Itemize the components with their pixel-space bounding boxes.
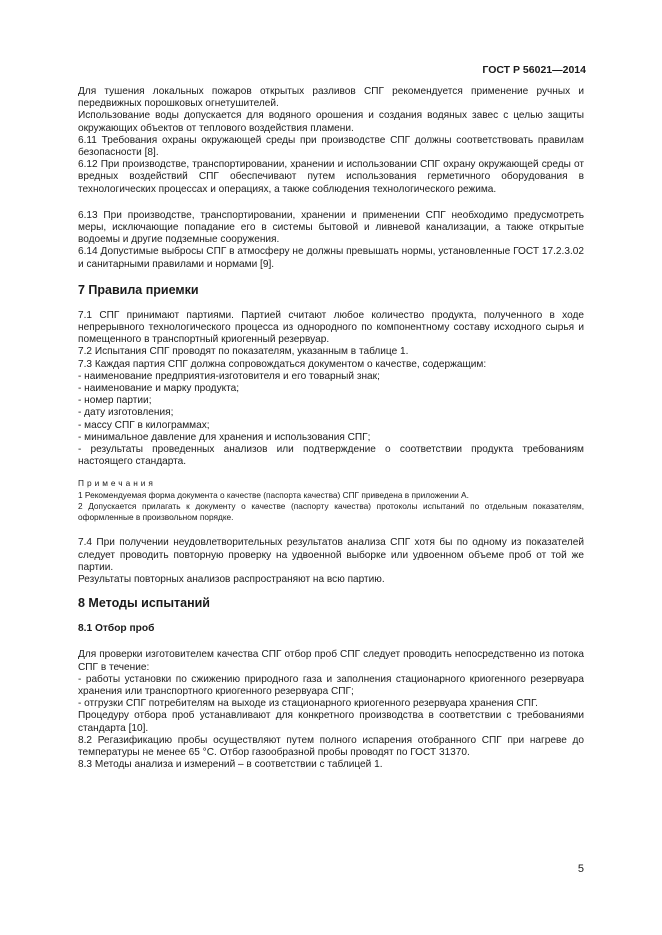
page-number: 5 bbox=[577, 863, 584, 875]
paragraph: 7.4 При получении неудовлетворительных результатов анализа СПГ хотя бы по одному из показателей следует проводить повторную проверку на удвоенной выборке или удвоенном объеме проб от той же партии. bbox=[78, 537, 584, 573]
list-item: - минимальное давление для хранения и использования СПГ; bbox=[78, 431, 371, 443]
paragraph: Для тушения локальных пожаров открытых разливов СПГ рекомендуется применение ручных и передвижных порошковых огнетушителей. bbox=[78, 86, 584, 110]
list-item: - массу СПГ в килограммах; bbox=[78, 419, 210, 431]
paragraph: Для проверки изготовителем качества СПГ отбор проб СПГ следует проводить непосредственно из потока СПГ в течение: bbox=[78, 649, 584, 673]
section-8-title: 8 Методы испытаний bbox=[78, 596, 210, 611]
list-item: - дату изготовления; bbox=[78, 407, 174, 419]
paragraph: 6.12 При производстве, транспортировании, хранении и использовании СПГ охрану окружающей среды от вредных воздействий СПГ обеспечивают путем использования герметичного оборудования в технологических процессах и операциях, а также соблюдения технологического режима. bbox=[78, 159, 584, 195]
list-item: - номер партии; bbox=[78, 395, 152, 407]
paragraph: 8.2 Регазификацию пробы осуществляют путем полного испарения отобранного СПГ при нагреве до температуры не менее 65 °С. Отбор газообразной пробы проводят по ГОСТ 31370. bbox=[78, 734, 584, 758]
spacer bbox=[78, 196, 584, 210]
subsection-8-1-title: 8.1 Отбор проб bbox=[78, 623, 155, 635]
paragraph: 8.3 Методы анализа и измерений – в соответствии с таблицей 1. bbox=[78, 759, 383, 771]
list-item: - наименование и марку продукта; bbox=[78, 383, 240, 395]
paragraph: Процедуру отбора проб устанавливают для конкретного производства в соответствии с требованиями стандарта [10]. bbox=[78, 710, 584, 734]
paragraph: 7.3 Каждая партия СПГ должна сопровождаться документом о качестве, содержащим: bbox=[78, 358, 487, 370]
paragraph: 6.13 При производстве, транспортировании, хранении и применении СПГ необходимо предусмотреть меры, исключающие попадание его в системы бытовой и ливневой канализации, а также открытые водоемы и другие подземные сооружения. bbox=[78, 209, 584, 246]
list-item: - наименование предприятия-изготовителя и его товарный знак; bbox=[78, 370, 380, 382]
paragraph: 7.1 СПГ принимают партиями. Партией считают любое количество продукта, полученного в ходе непрерывного технологического процесса из однородного по компонентному составу исходного сырья и помещенного в транспортный криогенный резервуар. bbox=[78, 309, 584, 346]
spacer bbox=[78, 523, 584, 537]
paragraph: 7.2 Испытания СПГ проводят по показателям, указанным в таблице 1. bbox=[78, 346, 409, 358]
list-item: - результаты проведенных анализов или подтверждение о соответствии продукта требованиям настоящего стандарта. bbox=[78, 444, 584, 468]
notes-title: Примечания bbox=[78, 478, 156, 489]
paragraph: Результаты повторных анализов распространяют на всю партию. bbox=[78, 573, 385, 585]
paragraph: 6.11 Требования охраны окружающей среды при производстве СПГ должны соответствовать правилам безопасности [8]. bbox=[78, 134, 584, 159]
section-7-title: 7 Правила приемки bbox=[78, 282, 199, 297]
document-header: ГОСТ Р 56021—2014 bbox=[482, 64, 586, 76]
document-body bbox=[78, 86, 584, 771]
paragraph: Использование воды допускается для водяного орошения и создания водяных завес с целью защиты окружающих объектов от теплового воздействия пламени. bbox=[78, 110, 584, 134]
note-item: 2 Допускается прилагать к документу о качестве (паспорту качества) протоколы испытаний по отдельным показателям, оформленные в произвольном порядке. bbox=[78, 500, 584, 523]
list-item: - работы установки по сжижению природного газа и заполнения стационарного криогенного резервуара хранения или транспортного криогенного резервуара СПГ; bbox=[78, 673, 584, 697]
note-item: 1 Рекомендуемая форма документа о качестве (паспорта качества) СПГ приведена в приложении А. bbox=[78, 489, 469, 500]
list-item: - отгрузки СПГ потребителям на выходе из стационарного криогенного резервуара хранения СПГ. bbox=[78, 698, 538, 710]
paragraph: 6.14 Допустимые выбросы СПГ в атмосферу не должны превышать нормы, установленные ГОСТ 17.2.3.02 и санитарными правилами и нормами [9]. bbox=[78, 246, 584, 270]
